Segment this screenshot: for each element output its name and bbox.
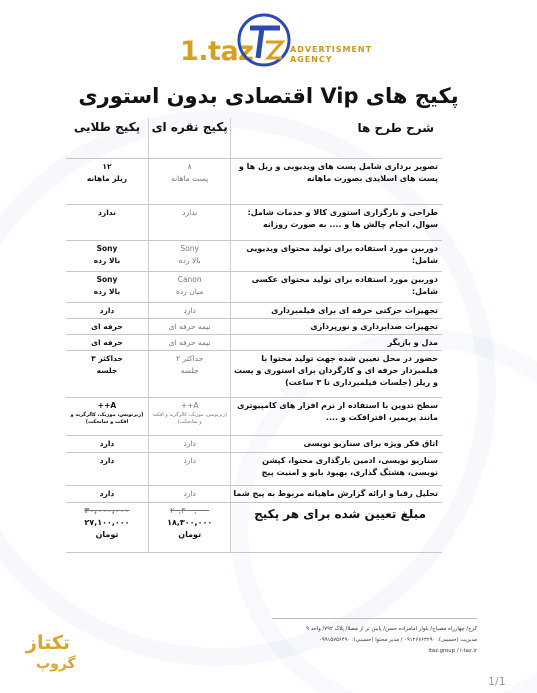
header-silver: پکیج نقره ای <box>148 118 230 158</box>
row-silver: نیمه حرفه ای <box>148 318 230 334</box>
row-gold <box>66 350 148 397</box>
gold-price-cell <box>66 502 148 552</box>
table-row <box>66 204 442 240</box>
final-label: مبلغ تعیین شده برای هر پکیج <box>231 502 442 552</box>
table-row <box>66 318 442 334</box>
row-silver <box>148 271 230 302</box>
silver-old-price: ۲۰,۳۰۰,۰۰۰ <box>169 505 210 515</box>
table-row <box>66 334 442 350</box>
silver-value: A++ <box>180 400 199 410</box>
gold-sub: بالا رده <box>93 286 121 296</box>
row-desc: تجهیزات حرکتی حرفه ای برای فیلمبرداری <box>231 302 442 318</box>
row-silver <box>148 240 230 271</box>
header-desc: شرح طرح ها <box>231 118 442 158</box>
row-silver: ندارد <box>148 204 230 240</box>
row-silver: دارد <box>148 485 230 502</box>
table-row <box>66 302 442 318</box>
silver-sub: پست ماهانه <box>171 173 209 183</box>
table-row <box>66 452 442 485</box>
silver-price: ۱۸,۳۰۰,۰۰۰ <box>167 517 213 527</box>
row-desc: اتاق فکر ویژه برای سناریو نویسی <box>231 435 442 452</box>
row-gold: دارد <box>66 302 148 318</box>
row-desc: دوربین مورد استفاده برای تولید محتوای عکسی شامل: <box>231 271 442 302</box>
gold-value: Sony <box>96 243 118 253</box>
row-desc: سطح تدوین با استفاده از نرم افزار های کامپیوتری مانند پریمیر، افترافکت و .... <box>231 397 442 435</box>
silver-value: ۸ <box>187 161 192 171</box>
table-row <box>66 240 442 271</box>
row-desc: تصویر برداری شامل پست های ویدیویی و ریل ها و پست های اسلایدی بصورت ماهانه <box>231 158 442 204</box>
silver-sub: جلسه <box>180 365 199 375</box>
brand-line1: تکتاز <box>26 632 71 654</box>
row-gold <box>66 240 148 271</box>
silver-price-cell <box>148 502 230 552</box>
gold-sub: جلسه <box>96 365 118 375</box>
header-gold: پکیج طلایی <box>66 118 148 158</box>
row-desc: طراحی و بارگزاری استوری کالا و خدمات شامل: سوال، انجام چالش ها و .... به صورت روزانه <box>231 204 442 240</box>
page-number: 1/1 <box>488 675 506 688</box>
silver-sub: (زیرنویس، موزیک، کالرگرید و افکت و سابجکت) <box>152 411 227 425</box>
row-silver <box>148 350 230 397</box>
gold-sub: ریلز ماهانه <box>86 173 128 183</box>
silver-sub: میان رده <box>175 286 204 296</box>
row-gold: ندارد <box>66 204 148 240</box>
row-desc: دوربین مورد استفاده برای تولید محتوای ویدیویی شامل: <box>231 240 442 271</box>
footer-web: itaz.group / i-taz.ir <box>428 648 477 654</box>
logo-text: 1.taz <box>180 36 254 67</box>
silver-value: حداکثر ۲ <box>176 353 204 363</box>
footer-address: کرج/ چهارراه مصباح/ بلوار امامزاده حسن/ پایین تر از مصلا/ پلاک ۷۹۲/ واحد ۹ <box>306 626 477 632</box>
gold-unit: تومان <box>95 529 119 539</box>
gold-sub: بالا رده <box>93 255 121 265</box>
silver-value: Sony <box>180 243 199 253</box>
footer-phones: مدیریت (حسینی): ۰۹۱۲۶۷۶۳۲۹۰ / مدیر محتوا (حسینی): ۰۹۹۱۵۷۵۶۴۹۰ <box>319 637 477 643</box>
gold-sub: (زیرنویس، موزیک، کالرگرید و افکت و سابجکت) <box>70 411 144 425</box>
row-silver: دارد <box>148 435 230 452</box>
footer-divider <box>272 618 477 619</box>
row-desc: حضور در محل تعیین شده جهت تولید محتوا با فیلمبردار حرفه ای و کارگردان برای استوری و پست و ریلز (جلسات فیلمبرداری تا ۳ ساعت) <box>231 350 442 397</box>
logo-subtitle: ADVERTISMENT <box>290 45 373 54</box>
row-gold: دارد <box>66 485 148 502</box>
silver-sub: بالا رده <box>178 255 201 265</box>
row-desc: تجهیزات صدابرداری و نورپردازی <box>231 318 442 334</box>
brand-line2: گروپ <box>36 656 76 672</box>
gold-value: ۱۲ <box>102 161 112 171</box>
row-gold <box>66 271 148 302</box>
gold-value: Sony <box>96 274 118 284</box>
table-row <box>66 271 442 302</box>
footer-contact <box>272 624 477 657</box>
logo-mark-icon <box>236 12 292 68</box>
row-gold: دارد <box>66 435 148 452</box>
row-silver <box>148 397 230 435</box>
row-gold: حرفه ای <box>66 318 148 334</box>
pricing-table <box>66 118 442 553</box>
row-silver: نیمه حرفه ای <box>148 334 230 350</box>
row-gold <box>66 397 148 435</box>
table-row <box>66 485 442 502</box>
row-silver <box>148 158 230 204</box>
row-desc: سناریو نویسی، ادمین بارگذاری محتوا، کپشن نویسی، هشتگ گذاری، بهبود بایو و امنیت پیج <box>231 452 442 485</box>
table-row <box>66 158 442 204</box>
gold-value: حداکثر ۳ <box>91 353 123 363</box>
page-title: پکیج های Vip اقتصادی بدون استوری <box>78 84 459 108</box>
table-row <box>66 435 442 452</box>
header-logo <box>0 0 537 80</box>
row-gold: دارد <box>66 452 148 485</box>
silver-unit: تومان <box>178 529 202 539</box>
row-silver: دارد <box>148 452 230 485</box>
table-row <box>66 350 442 397</box>
silver-value: Canon <box>177 274 202 284</box>
row-desc: مدل و بازیگر <box>231 334 442 350</box>
brand-logo <box>22 632 84 684</box>
row-desc: تحلیل رقبا و ارائه گزارش ماهیانه مربوط به پیج شما <box>231 485 442 502</box>
table-row <box>66 397 442 435</box>
gold-value: A++ <box>97 400 117 410</box>
gold-price: ۲۷,۱۰۰,۰۰۰ <box>84 517 130 527</box>
price-row <box>66 502 442 552</box>
gold-old-price: ۳۰,۰۰۰,۰۰۰ <box>84 505 130 515</box>
row-gold: حرفه ای <box>66 334 148 350</box>
row-gold <box>66 158 148 204</box>
row-silver: دارد <box>148 302 230 318</box>
table-header-row <box>66 118 442 158</box>
logo-subtitle: AGENCY <box>290 55 333 64</box>
